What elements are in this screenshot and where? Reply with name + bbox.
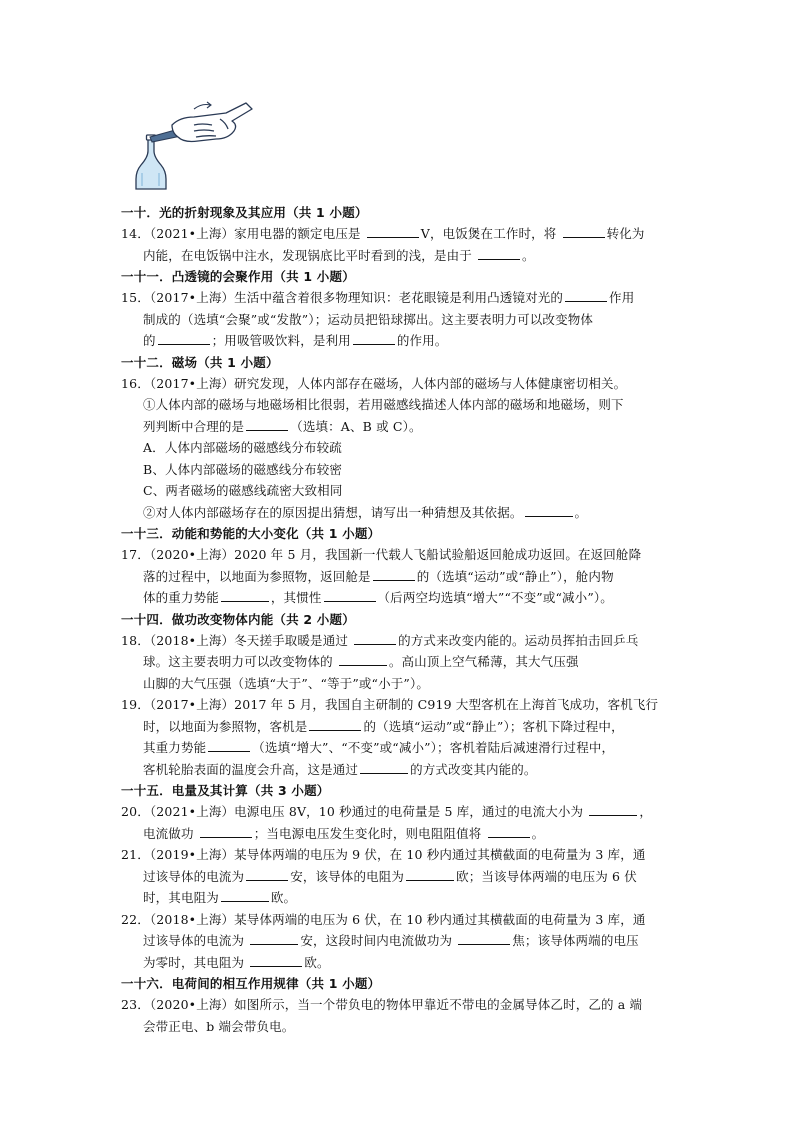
question-text: 。 [522,247,535,263]
question-text: ②对人体内部磁场存在的原因提出猜想，请写出一种猜想及其依据。 [143,504,523,520]
answer-blank[interactable] [406,868,454,881]
question-line [121,694,681,716]
question-item [121,544,681,609]
answer-blank[interactable] [246,868,288,881]
question-text: 时，其电阻为 [143,890,219,905]
question-list [121,202,681,1037]
answer-blank[interactable] [367,225,419,238]
question-line [121,630,681,652]
question-text: 的 [143,333,156,348]
question-line [121,223,681,245]
answer-blank[interactable] [246,418,288,431]
question-text: 其重力势能 [143,740,207,755]
section-heading: 一十一．凸透镜的会聚作用（共 1 小题） [121,269,355,284]
question-item [121,694,681,780]
hand-icon [172,103,252,142]
question-line [121,330,681,352]
question-line [121,866,681,888]
question-line [121,737,681,759]
question-line [121,673,681,695]
answer-blank[interactable] [589,803,637,816]
question-text: ①人体内部的磁场与地磁场相比很弱，若用磁感线描述人体内部的磁场和地磁场，则下 [143,397,624,412]
question-text: 过该导体的电流为 [143,868,245,884]
question-line [121,309,681,331]
answer-blank[interactable] [200,825,252,838]
question-text: （后两空均选填“增大”“不变”或“减小”）。 [377,590,613,605]
answer-blank[interactable] [565,289,607,302]
question-item [121,373,681,524]
question-text: （选填“增大”、“不变”或“减小”）；客机着陆后减速滑行过程中， [252,740,615,755]
hand-opening-bottle-figure [128,95,258,190]
question-text: ，其惯性 [270,590,322,605]
question-text: ， [639,804,652,819]
section-heading: 一十二．磁场（共 1 小题） [121,354,279,370]
question-text: 落的过程中，以地面为参照物，返回舱是 [143,568,371,584]
question-text: 时，以地面为参照物，客机是 [143,718,308,734]
question-text: B、人体内部磁场的磁感线分布较密 [143,461,343,477]
question-text: 为零时，其电阻为 [143,954,249,970]
question-text: 山脚的大气压强（选填“大于”、“等于”或“小于”）。 [143,675,429,691]
answer-blank[interactable] [478,247,520,260]
question-text: 19．（2017•上海）2017 年 5 月，我国自主研制的 C919 大型客机在上海首飞成功，客机飞行 [121,697,659,712]
question-text: 14．（2021•上海）家用电器的额定电压是 [121,226,365,241]
question-text: ；用吸管吸饮料，是利用 [211,333,351,348]
question-line [121,373,681,395]
question-text: 安，该导体的电阻为 [290,868,405,884]
question-text: 的作用。 [396,333,448,348]
answer-blank[interactable] [563,225,605,238]
answer-blank[interactable] [250,932,298,945]
question-text: 欧。 [304,954,330,970]
question-line [121,544,681,566]
answer-blank[interactable] [373,568,415,581]
question-line [121,437,681,459]
question-text: A．人体内部磁场的磁感线分布较疏 [143,440,342,455]
question-line [121,459,681,481]
question-text: 的（选填“运动”或“静止”）；客机下降过程中， [363,718,624,734]
answer-blank[interactable] [525,504,573,517]
question-text: 球。这主要表明力可以改变物体的 [143,654,337,669]
question-line [121,1016,681,1038]
question-text: 。 [574,504,588,520]
question-line [121,245,681,267]
question-text: 过该导体的电流为 [143,933,249,948]
question-text: 23．（2020•上海）如图所示，当一个带负电的物体甲靠近不带电的金属导体乙时，乙的 a 端 [121,997,643,1012]
section-heading: 一十四．做功改变物体内能（共 2 小题） [121,611,355,627]
answer-blank[interactable] [221,589,269,602]
question-text: 欧。 [270,890,297,905]
answer-blank[interactable] [354,632,396,645]
question-text: 的方式改变其内能的。 [410,761,537,777]
question-text: 安，这段时间内电流做功为 [300,933,457,948]
question-text: 制成的（选填“会聚”或“发散”）；运动员把铅球掷出。这主要表明力可以改变物体 [143,311,594,327]
answer-blank[interactable] [360,761,408,774]
question-text: 。高山顶上空气稀薄，其大气压强 [388,654,579,669]
question-item [121,223,681,266]
question-text: 。 [531,825,545,841]
question-text: 作用 [609,290,635,305]
question-line [121,502,681,524]
question-line [121,909,681,931]
question-item [121,801,681,844]
question-item [121,844,681,909]
answer-blank[interactable] [250,954,302,967]
answer-blank[interactable] [339,653,387,666]
section-heading: 一十六．电荷间的相互作用规律（共 1 小题） [121,976,381,991]
question-line [121,759,681,781]
question-item [121,287,681,352]
question-text: C、两者磁场的磁感线疏密大致相同 [143,483,343,498]
question-line [121,587,681,609]
answer-blank[interactable] [158,332,210,345]
question-line [121,952,681,974]
question-line [121,480,681,502]
question-text: 内能，在电饭锅中注水，发现锅底比平时看到的浅，是由于 [143,247,477,263]
answer-blank[interactable] [458,932,510,945]
section-heading: 一十五．电量及其计算（共 3 小题） [121,783,330,798]
section-heading: 一十．光的折射现象及其应用（共 1 小题） [121,205,368,220]
question-text: 会带正电、b 端会带负电。 [143,1018,295,1034]
question-line [121,887,681,909]
answer-blank[interactable] [488,825,530,838]
question-item [121,994,681,1037]
question-line [121,844,681,866]
motion-arrow-icon [194,102,211,109]
question-item [121,909,681,974]
question-line [121,566,681,588]
question-text: 15．（2017•上海）生活中蕴含着很多物理知识：老花眼镜是利用凸透镜对光的 [121,290,564,305]
question-text: 欧；当该导体两端的电压为 6 伏 [456,868,637,884]
question-line [121,416,681,438]
question-text: 客机轮胎表面的温度会升高，这是通过 [143,761,359,777]
question-text: 20．（2021•上海）电源电压 8V，10 秒通过的电荷量是 5 库，通过的电流大小为 [121,804,588,819]
question-text: 21．（2019•上海）某导体两端的电压为 9 伏，在 10 秒内通过其横截面的电荷量为 3 库，通 [121,847,646,862]
question-text: 列判断中合理的是 [143,418,245,434]
question-text: （选填：A、B 或 C）。 [290,418,422,434]
answer-blank[interactable] [353,332,395,345]
question-text: 22．（2018•上海）某导体两端的电压为 6 伏，在 10 秒内通过其横截面的电荷量为 3 库，通 [121,911,646,927]
question-text: V，电饭煲在工作时，将 [420,226,561,241]
question-line [121,823,681,845]
question-line [121,287,681,309]
question-line [121,651,681,673]
question-text: 16．（2017•上海）研究发现，人体内部存在磁场，人体内部的磁场与人体健康密切相关。 [121,375,627,391]
question-line [121,716,681,738]
question-text: 焦；该导体两端的电压 [512,933,639,948]
question-text: ；当电源电压发生变化时，则电阻阻值将 [253,825,486,841]
answer-blank[interactable] [221,889,269,902]
question-line [121,930,681,952]
question-line [121,801,681,823]
question-text: 转化为 [606,226,645,241]
answer-blank[interactable] [208,739,250,752]
section-heading: 一十三．动能和势能的大小变化（共 1 小题） [121,526,381,541]
bottle-icon [136,135,166,189]
question-text: 体的重力势能 [143,590,219,605]
answer-blank[interactable] [324,589,376,602]
answer-blank[interactable] [309,718,361,731]
question-line [121,994,681,1016]
question-item [121,630,681,695]
question-text: 电流做功 [143,825,198,841]
question-line [121,394,681,416]
question-text: 17．（2020•上海）2020 年 5 月，我国新一代载人飞船试验船返回舱成功返回。在返回舱降 [121,547,642,562]
question-text: 的方式来改变内能的。运动员挥拍击回乒乓 [398,632,639,648]
question-text: 18．（2018•上海）冬天搓手取暖是通过 [121,632,353,648]
question-text: 的（选填“运动”或“静止”），舱内物 [416,568,614,584]
